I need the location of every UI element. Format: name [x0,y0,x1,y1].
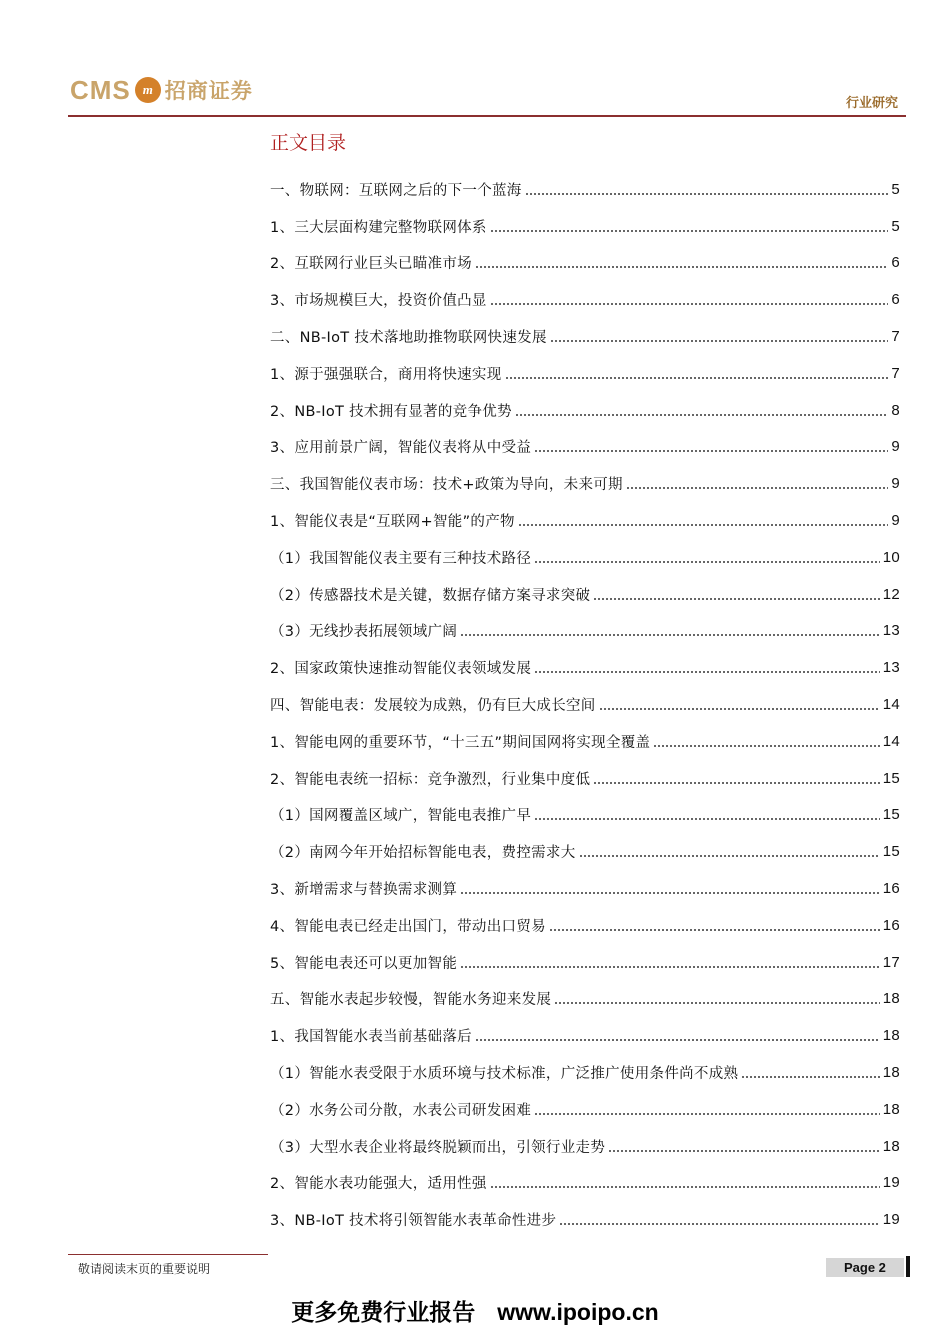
promo-text: 更多免费行业报告 [291,1300,476,1326]
dot-leader [534,818,880,820]
toc-entry-page: 19 [882,1211,900,1229]
toc-entry[interactable] [270,870,900,907]
dot-leader [525,193,889,195]
dot-leader [534,450,888,452]
toc-entry[interactable] [270,613,900,650]
dot-leader [534,561,880,563]
toc-entry-page: 14 [882,732,900,750]
toc-entry-text: 1、我国智能水表当前基础落后 [270,1029,472,1046]
page-badge-accent [906,1256,910,1277]
toc-entry-page: 9 [891,438,900,456]
dot-leader [653,745,879,747]
toc-entry[interactable] [270,539,900,576]
toc-entry-page: 7 [891,328,900,346]
dot-leader [490,230,889,232]
toc-entry-page: 12 [882,585,900,603]
section-tag: 行业研究 [845,96,898,111]
toc-entry-page: 10 [882,548,900,566]
toc-entry[interactable] [270,392,900,429]
toc-entry-page: 15 [882,806,900,824]
toc-entry[interactable] [270,355,900,392]
toc-entry-text: 1、三大层面构建完整物联网体系 [270,219,487,236]
toc-entry-text: 四、智能电表：发展较为成熟，仍有巨大成长空间 [270,698,596,715]
toc-entry-text: 1、源于强强联合，商用将快速实现 [270,366,502,383]
toc-entry-page: 17 [882,953,900,971]
dot-leader [505,377,889,379]
toc-entry-page: 18 [882,990,900,1008]
dot-leader [490,303,889,305]
toc-entry[interactable] [270,797,900,834]
toc-entry[interactable] [270,760,900,797]
toc-entry-text: 4、智能电表已经走出国门，带动出口贸易 [270,918,546,935]
toc-entry-text: （1）智能水表受限于水质环境与技术标准，广泛推广使用条件尚不成熟 [270,1066,739,1083]
toc-entry[interactable] [270,1017,900,1054]
toc-entry[interactable] [270,723,900,760]
toc-entry[interactable] [270,1165,900,1202]
toc-entry-page: 16 [882,880,900,898]
toc-entry-page: 18 [882,1100,900,1118]
toc-entry[interactable] [270,1128,900,1165]
toc-entry[interactable] [270,981,900,1018]
logo-chinese-text: 招商证券 [164,78,253,103]
toc-entry-text: 2、智能电表统一招标：竞争激烈，行业集中度低 [270,771,591,788]
toc-entry-text: 1、智能电网的重要环节，“十三五”期间国网将实现全覆盖 [270,734,651,751]
toc-entry[interactable] [270,465,900,502]
toc-entry[interactable] [270,686,900,723]
toc-entry-page: 19 [882,1174,900,1192]
toc-entry-text: 2、互联网行业巨头已瞄准市场 [270,256,472,273]
toc-title: 正文目录 [270,132,347,154]
dot-leader [593,598,879,600]
toc-entry-page: 9 [891,475,900,493]
toc-entry-text: （2）传感器技术是关键，数据存储方案寻求突破 [270,587,591,604]
toc-entry-text: （1）我国智能仪表主要有三种技术路径 [270,550,532,567]
toc-entry[interactable] [270,502,900,539]
toc-entry-page: 13 [882,659,900,677]
page-number-badge [826,1258,904,1277]
toc-entry[interactable] [270,907,900,944]
toc-entry-text: 一、物联网：互联网之后的下一个蓝海 [270,182,522,199]
promo-banner [0,1294,950,1327]
toc-entry-text: 三、我国智能仪表市场：技术+政策为导向，未来可期 [270,477,623,494]
dot-leader [460,966,880,968]
toc-entry-text: 3、应用前景广阔，智能仪表将从中受益 [270,440,532,457]
disclaimer-note: 敬请阅读末页的重要说明 [78,1262,211,1276]
dot-leader [475,1039,880,1041]
dot-leader [579,855,880,857]
toc-entry-page: 14 [882,696,900,714]
toc-entry-text: 3、新增需求与替换需求测算 [270,882,458,899]
toc-entry-text: 5、智能电表还可以更加智能 [270,955,458,972]
dot-leader [490,1186,880,1188]
company-logo [70,74,253,106]
toc-entry-page: 15 [882,843,900,861]
toc-entry[interactable] [270,171,900,208]
toc-entry[interactable] [270,208,900,245]
toc-entry-text: 1、智能仪表是“互联网+智能”的产物 [270,514,515,531]
toc-entry-text: （3）无线抄表拓展领域广阔 [270,624,458,641]
dot-leader [549,929,880,931]
toc-entry-page: 9 [891,512,900,530]
toc-entry-text: 3、市场规模巨大，投资价值凸显 [270,293,487,310]
dot-leader [559,1223,879,1225]
toc-entry[interactable] [270,1091,900,1128]
toc-entry-text: 五、智能水表起步较慢，智能水务迎来发展 [270,992,552,1009]
toc-entry-text: 3、NB-IoT 技术将引领智能水表革命性进步 [270,1213,557,1230]
toc-entry-text: （2）水务公司分散，水表公司研发困难 [270,1102,532,1119]
dot-leader [515,414,888,416]
toc-entry-page: 7 [891,364,900,382]
dot-leader [518,524,889,526]
table-of-contents [270,171,900,1238]
logo-latin-text: CMS [70,74,131,105]
toc-entry-page: 6 [891,291,900,309]
toc-entry[interactable] [270,1201,900,1238]
toc-entry[interactable] [270,245,900,282]
toc-entry[interactable] [270,1054,900,1091]
toc-entry-page: 18 [882,1137,900,1155]
toc-entry-page: 6 [891,254,900,272]
toc-entry-text: 二、NB-IoT 技术落地助推物联网快速发展 [270,330,547,347]
toc-entry-page: 8 [891,401,900,419]
toc-entry[interactable] [270,429,900,466]
dot-leader [460,634,880,636]
toc-entry-text: （2）南网今年开始招标智能电表，费控需求大 [270,845,576,862]
toc-entry-page: 16 [882,916,900,934]
footer-divider [68,1254,268,1255]
toc-entry-text: 2、智能水表功能强大，适用性强 [270,1176,487,1193]
toc-entry-page: 13 [882,622,900,640]
toc-entry[interactable] [270,944,900,981]
toc-entry-page: 5 [891,180,900,198]
toc-entry-page: 18 [882,1027,900,1045]
page-number-label: Page 2 [844,1260,886,1275]
dot-leader [599,708,880,710]
dot-leader [534,1113,880,1115]
toc-entry-page: 15 [882,769,900,787]
toc-entry-page: 18 [882,1064,900,1082]
dot-leader [741,1076,879,1078]
toc-entry[interactable] [270,318,900,355]
dot-leader [593,782,879,784]
toc-entry-text: 2、国家政策快速推动智能仪表领域发展 [270,661,532,678]
dot-leader [554,1002,880,1004]
toc-entry[interactable] [270,833,900,870]
dot-leader [626,487,888,489]
dot-leader [475,266,888,268]
toc-entry-page: 5 [891,217,900,235]
header-divider [68,115,906,117]
toc-entry[interactable] [270,649,900,686]
dot-leader [460,892,880,894]
logo-emblem-icon: m [135,77,161,103]
dot-leader [534,671,880,673]
dot-leader [608,1150,880,1152]
toc-entry-text: 2、NB-IoT 技术拥有显著的竞争优势 [270,403,512,420]
toc-entry-text: （3）大型水表企业将最终脱颖而出，引领行业走势 [270,1139,606,1156]
toc-entry[interactable] [270,576,900,613]
toc-entry[interactable] [270,281,900,318]
promo-url-link[interactable]: www.ipoipo.cn [497,1299,659,1325]
dot-leader [550,340,889,342]
toc-entry-text: （1）国网覆盖区域广，智能电表推广早 [270,808,532,825]
